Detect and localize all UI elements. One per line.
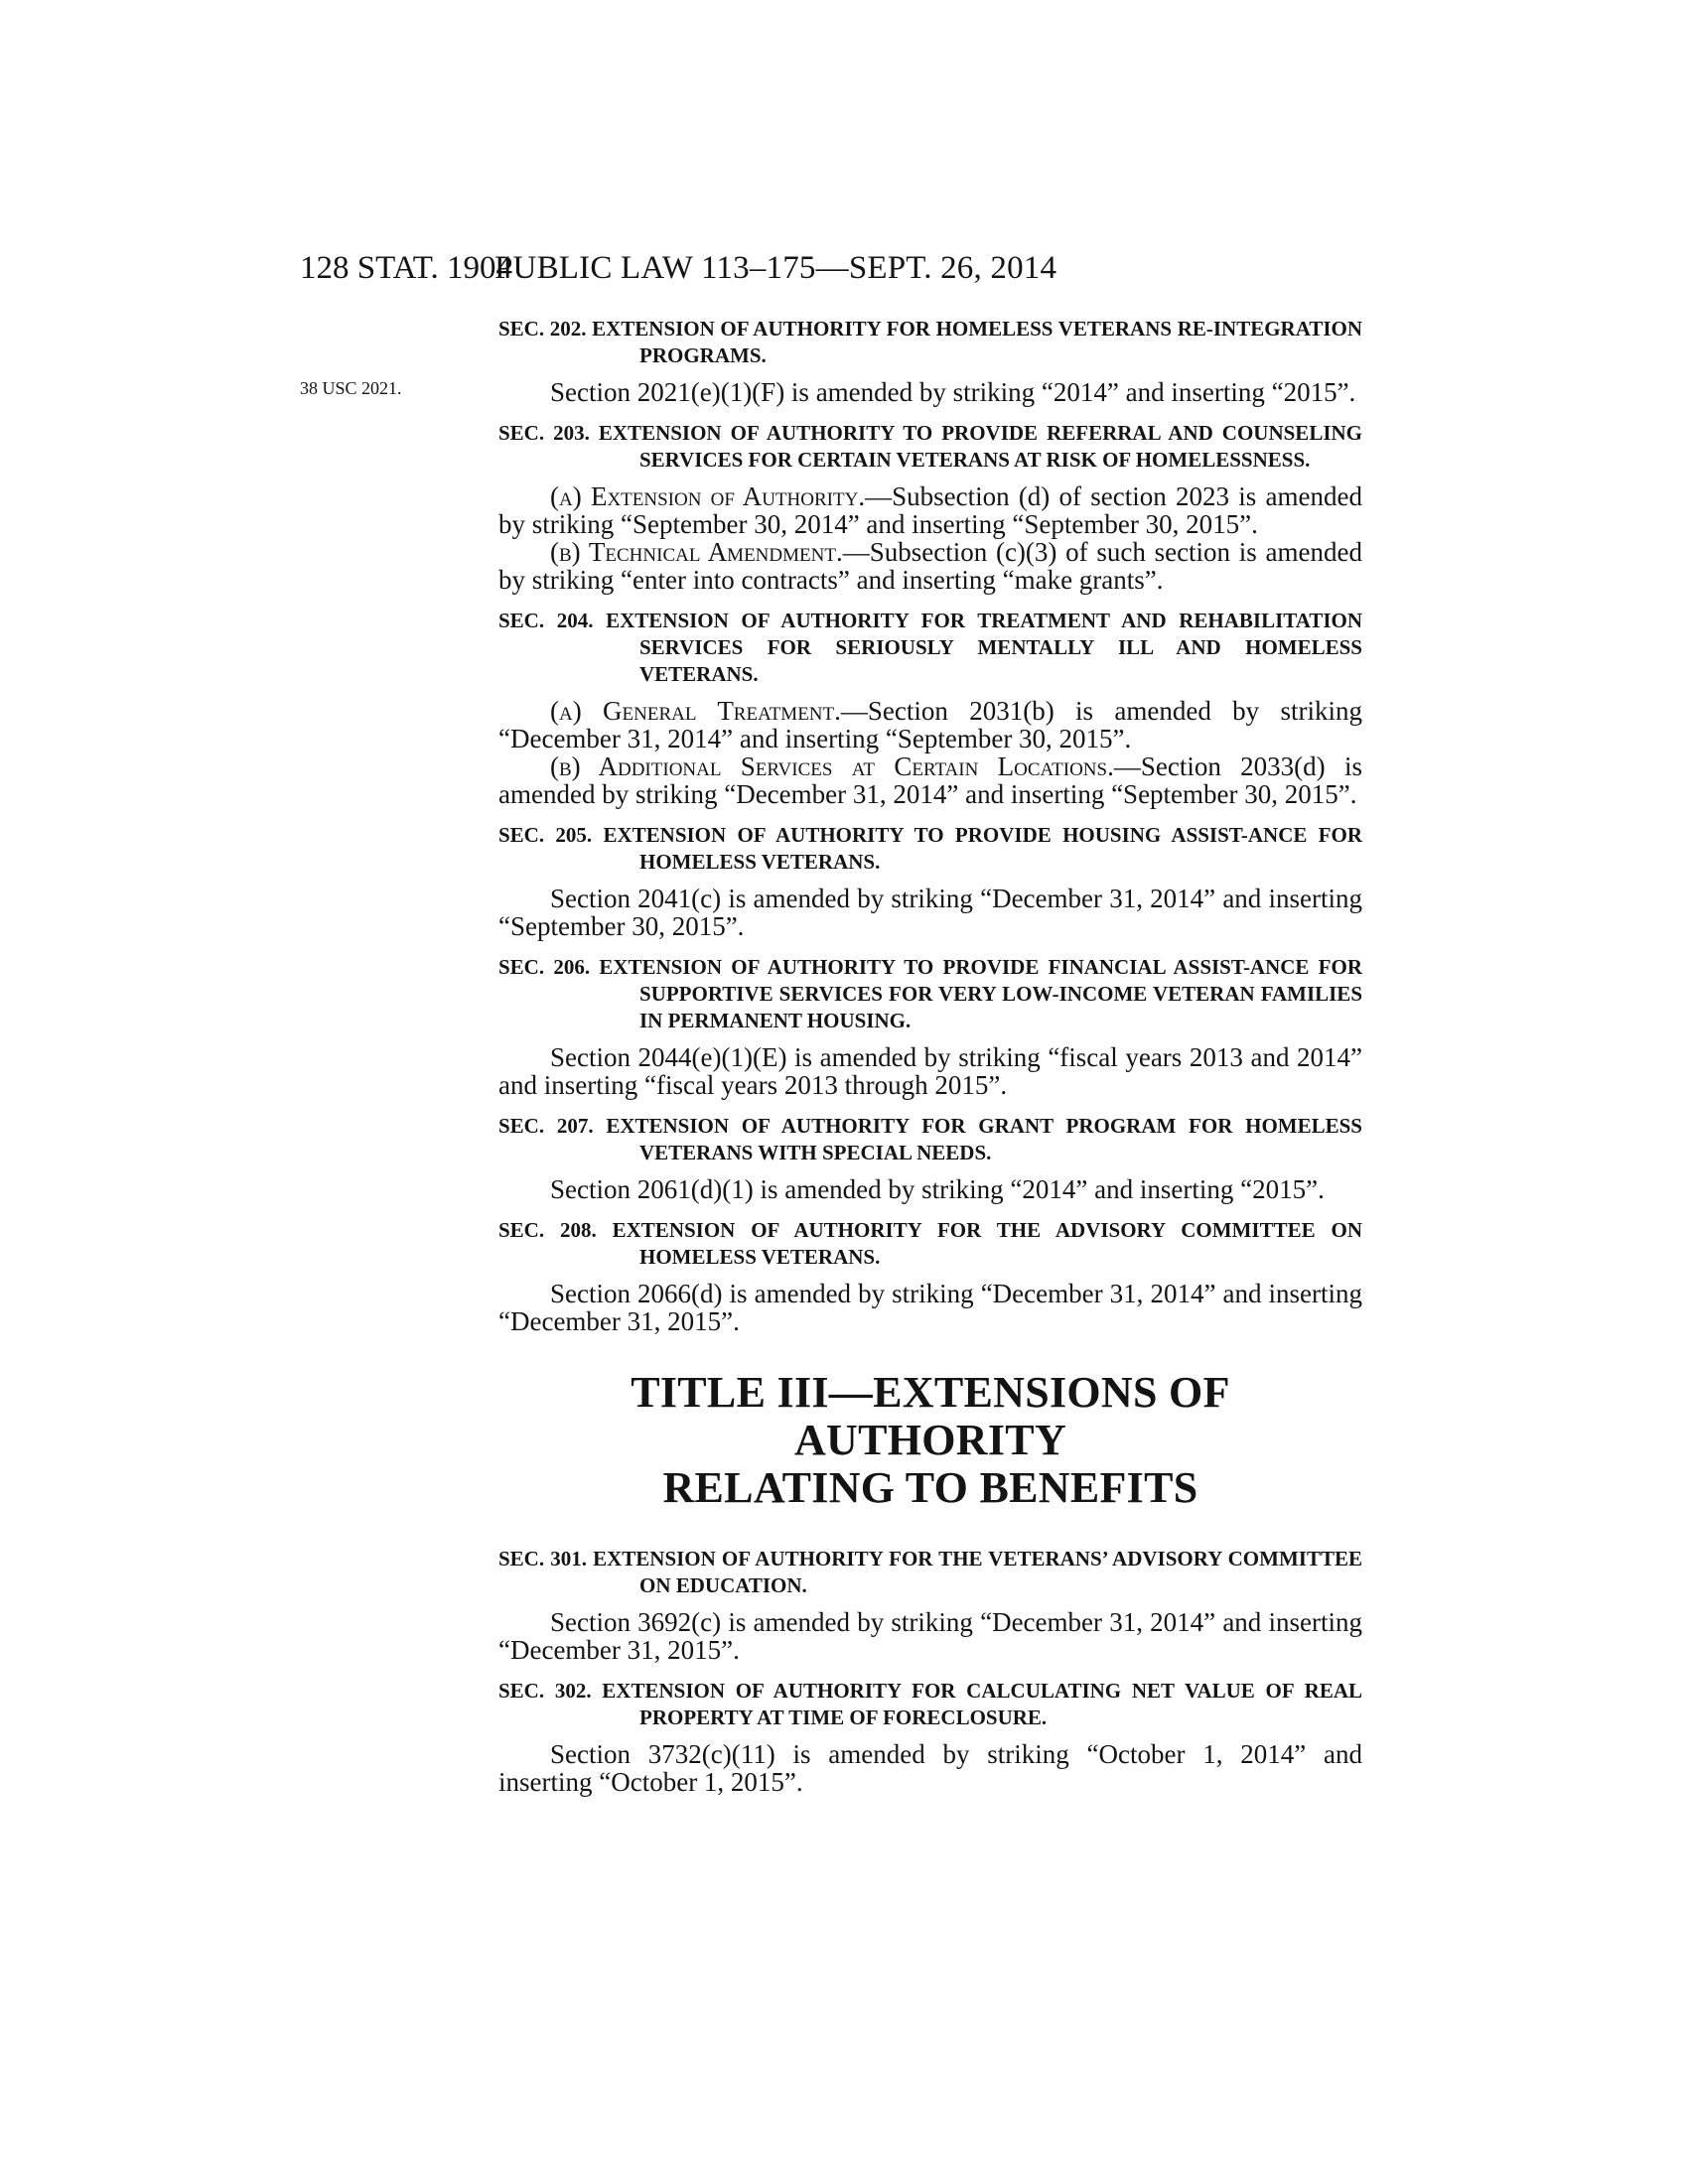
section-body: Section 2066(d) is amended by striking “December 31, 2014” and inserting “December 31, 2015”. xyxy=(498,1279,1362,1336)
subsection-label: (a) General Treatment.— xyxy=(550,696,868,726)
main-column xyxy=(498,316,1362,1796)
section-208 xyxy=(498,1217,1362,1335)
section-301 xyxy=(498,1546,1362,1664)
margin-citation: 38 USC 2021. xyxy=(300,378,402,398)
stat-page-number: 128 STAT. 1904 xyxy=(300,250,513,286)
subsection-text: Subsection (c)(3) of such section is amended by striking “enter into contracts” and inserting “make grants”. xyxy=(498,537,1362,595)
section-203 xyxy=(498,420,1362,594)
section-heading: SEC. 205. EXTENSION OF AUTHORITY TO PROVIDE HOUSING ASSIST-ANCE FOR HOMELESS VETERANS. xyxy=(498,823,1362,874)
section-heading: SEC. 301. EXTENSION OF AUTHORITY FOR THE VETERANS’ ADVISORY COMMITTEE ON EDUCATION. xyxy=(498,1547,1362,1597)
section-205 xyxy=(498,822,1362,940)
subsection-label: (a) Extension of Authority.— xyxy=(550,481,893,511)
subsection-b xyxy=(498,752,1362,808)
section-heading: SEC. 206. EXTENSION OF AUTHORITY TO PROVIDE FINANCIAL ASSIST-ANCE FOR SUPPORTIVE SERVICES FOR VERY LOW-INCOME VETERAN FAMILIES IN PERMANENT HOUSING. xyxy=(498,955,1362,1032)
section-207 xyxy=(498,1113,1362,1203)
section-body: Section 2021(e)(1)(F) is amended by striking “2014” and inserting “2015”. xyxy=(550,377,1356,407)
subsection-text: Section 2033(d) is amended by striking “December 31, 2014” and inserting “September 30, 2015”. xyxy=(498,751,1362,809)
section-body: Section 2044(e)(1)(E) is amended by striking “fiscal years 2013 and 2014” and inserting “fiscal years 2013 through 2015”. xyxy=(498,1042,1362,1100)
section-body: Section 2061(d)(1) is amended by striking “2014” and inserting “2015”. xyxy=(550,1174,1325,1204)
subsection-a xyxy=(498,697,1362,752)
section-heading: SEC. 203. EXTENSION OF AUTHORITY TO PROVIDE REFERRAL AND COUNSELING SERVICES FOR CERTAIN VETERANS AT RISK OF HOMELESSNESS. xyxy=(498,421,1362,472)
public-law-title: PUBLIC LAW 113–175—SEPT. 26, 2014 xyxy=(494,250,1057,286)
section-206 xyxy=(498,954,1362,1099)
subsection-label: (b) Additional Services at Certain Locations.— xyxy=(550,751,1141,781)
section-204 xyxy=(498,608,1362,808)
section-302 xyxy=(498,1678,1362,1796)
section-heading: SEC. 208. EXTENSION OF AUTHORITY FOR THE ADVISORY COMMITTEE ON HOMELESS VETERANS. xyxy=(498,1218,1362,1269)
subsection-a xyxy=(498,482,1362,538)
subsection-b xyxy=(498,538,1362,594)
section-heading: SEC. 207. EXTENSION OF AUTHORITY FOR GRANT PROGRAM FOR HOMELESS VETERANS WITH SPECIAL NEEDS. xyxy=(498,1114,1362,1164)
section-heading: SEC. 204. EXTENSION OF AUTHORITY FOR TREATMENT AND REHABILITATION SERVICES FOR SERIOUSLY MENTALLY ILL AND HOMELESS VETERANS. xyxy=(498,609,1362,686)
section-body: Section 2041(c) is amended by striking “December 31, 2014” and inserting “September 30, 2015”. xyxy=(498,884,1362,941)
section-body: Section 3692(c) is amended by striking “December 31, 2014” and inserting “December 31, 2015”. xyxy=(498,1607,1362,1665)
section-202 xyxy=(498,316,1362,406)
title-line-2: RELATING TO BENEFITS xyxy=(662,1463,1198,1512)
section-heading: SEC. 302. EXTENSION OF AUTHORITY FOR CALCULATING NET VALUE OF REAL PROPERTY AT TIME OF FORECLOSURE. xyxy=(498,1679,1362,1729)
subsection-text: Subsection (d) of section 2023 is amended by striking “September 30, 2014” and inserting “September 30, 2015”. xyxy=(498,481,1362,539)
title-line-1: TITLE III—EXTENSIONS OF AUTHORITY xyxy=(631,1368,1230,1464)
subsection-text: Section 2031(b) is amended by striking “December 31, 2014” and inserting “September 30, 2015”. xyxy=(498,696,1362,753)
section-body: Section 3732(c)(11) is amended by striking “October 1, 2014” and inserting “October 1, 2015”. xyxy=(498,1739,1362,1797)
title-iii-heading xyxy=(498,1369,1362,1512)
section-heading: SEC. 202. EXTENSION OF AUTHORITY FOR HOMELESS VETERANS RE-INTEGRATION PROGRAMS. xyxy=(498,317,1362,367)
subsection-label: (b) Technical Amendment.— xyxy=(550,537,870,567)
